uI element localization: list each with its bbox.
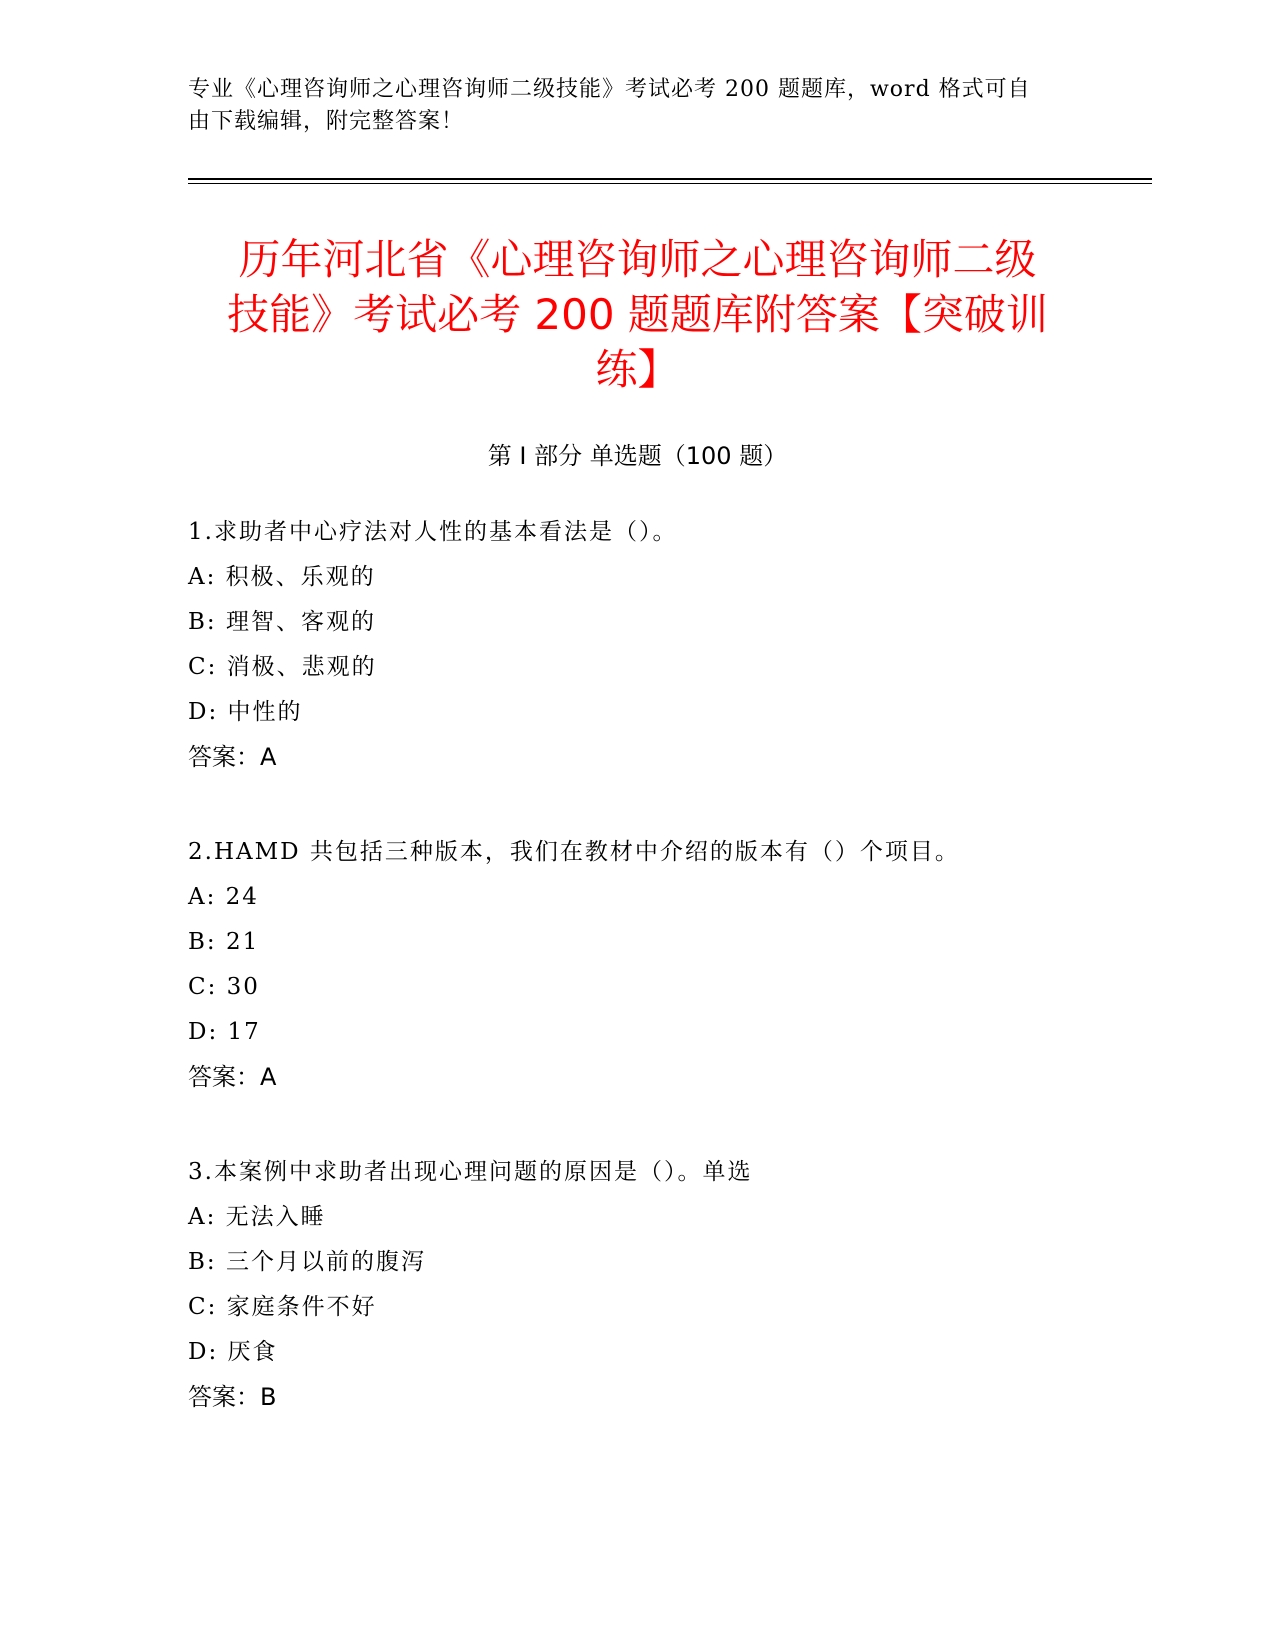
answer-label: 答案：A (188, 1063, 277, 1091)
option-b: B: 21 (188, 929, 260, 955)
option-b: B: 理智、客观的 (188, 609, 376, 635)
question-stem: 2.HAMD 共包括三种版本，我们在教材中介绍的版本有（）个项目。 (188, 839, 960, 865)
option-a: A: 24 (188, 884, 259, 910)
option-b: B: 三个月以前的腹泻 (188, 1249, 426, 1275)
document-title (190, 232, 1085, 397)
section-heading: 第 I 部分 单选题（100 题） (487, 442, 788, 470)
option-d: D: 17 (188, 1019, 261, 1045)
question-block-1 (188, 510, 1148, 780)
option-c: C: 30 (188, 974, 260, 1000)
document-intro (188, 74, 1068, 138)
header-divider-thin (188, 183, 1152, 184)
option-c: C: 消极、悲观的 (188, 654, 377, 680)
question-block-3 (188, 1150, 1148, 1420)
intro-line-2: 由下载编辑，附完整答案！ (188, 109, 465, 134)
title-line-1: 历年河北省《心理咨询师之心理咨询师二级 (238, 235, 1037, 284)
question-block-2 (188, 830, 1148, 1100)
question-stem: 1.求助者中心疗法对人性的基本看法是（）。 (188, 519, 678, 545)
option-a: A: 积极、乐观的 (188, 564, 376, 590)
answer-label: 答案：A (188, 743, 277, 771)
question-stem: 3.本案例中求助者出现心理问题的原因是（）。单选 (188, 1159, 753, 1185)
option-a: A: 无法入睡 (188, 1204, 326, 1230)
title-line-2: 技能》考试必考 200 题题库附答案【突破训 (227, 290, 1048, 339)
title-line-3: 练】 (595, 345, 680, 394)
answer-label: 答案：B (188, 1383, 277, 1411)
option-c: C: 家庭条件不好 (188, 1294, 377, 1320)
header-divider-thick (188, 178, 1152, 180)
option-d: D: 厌食 (188, 1339, 278, 1365)
intro-line-1: 专业《心理咨询师之心理咨询师二级技能》考试必考 200 题题库，word 格式可自 (188, 77, 1031, 102)
option-d: D: 中性的 (188, 699, 303, 725)
